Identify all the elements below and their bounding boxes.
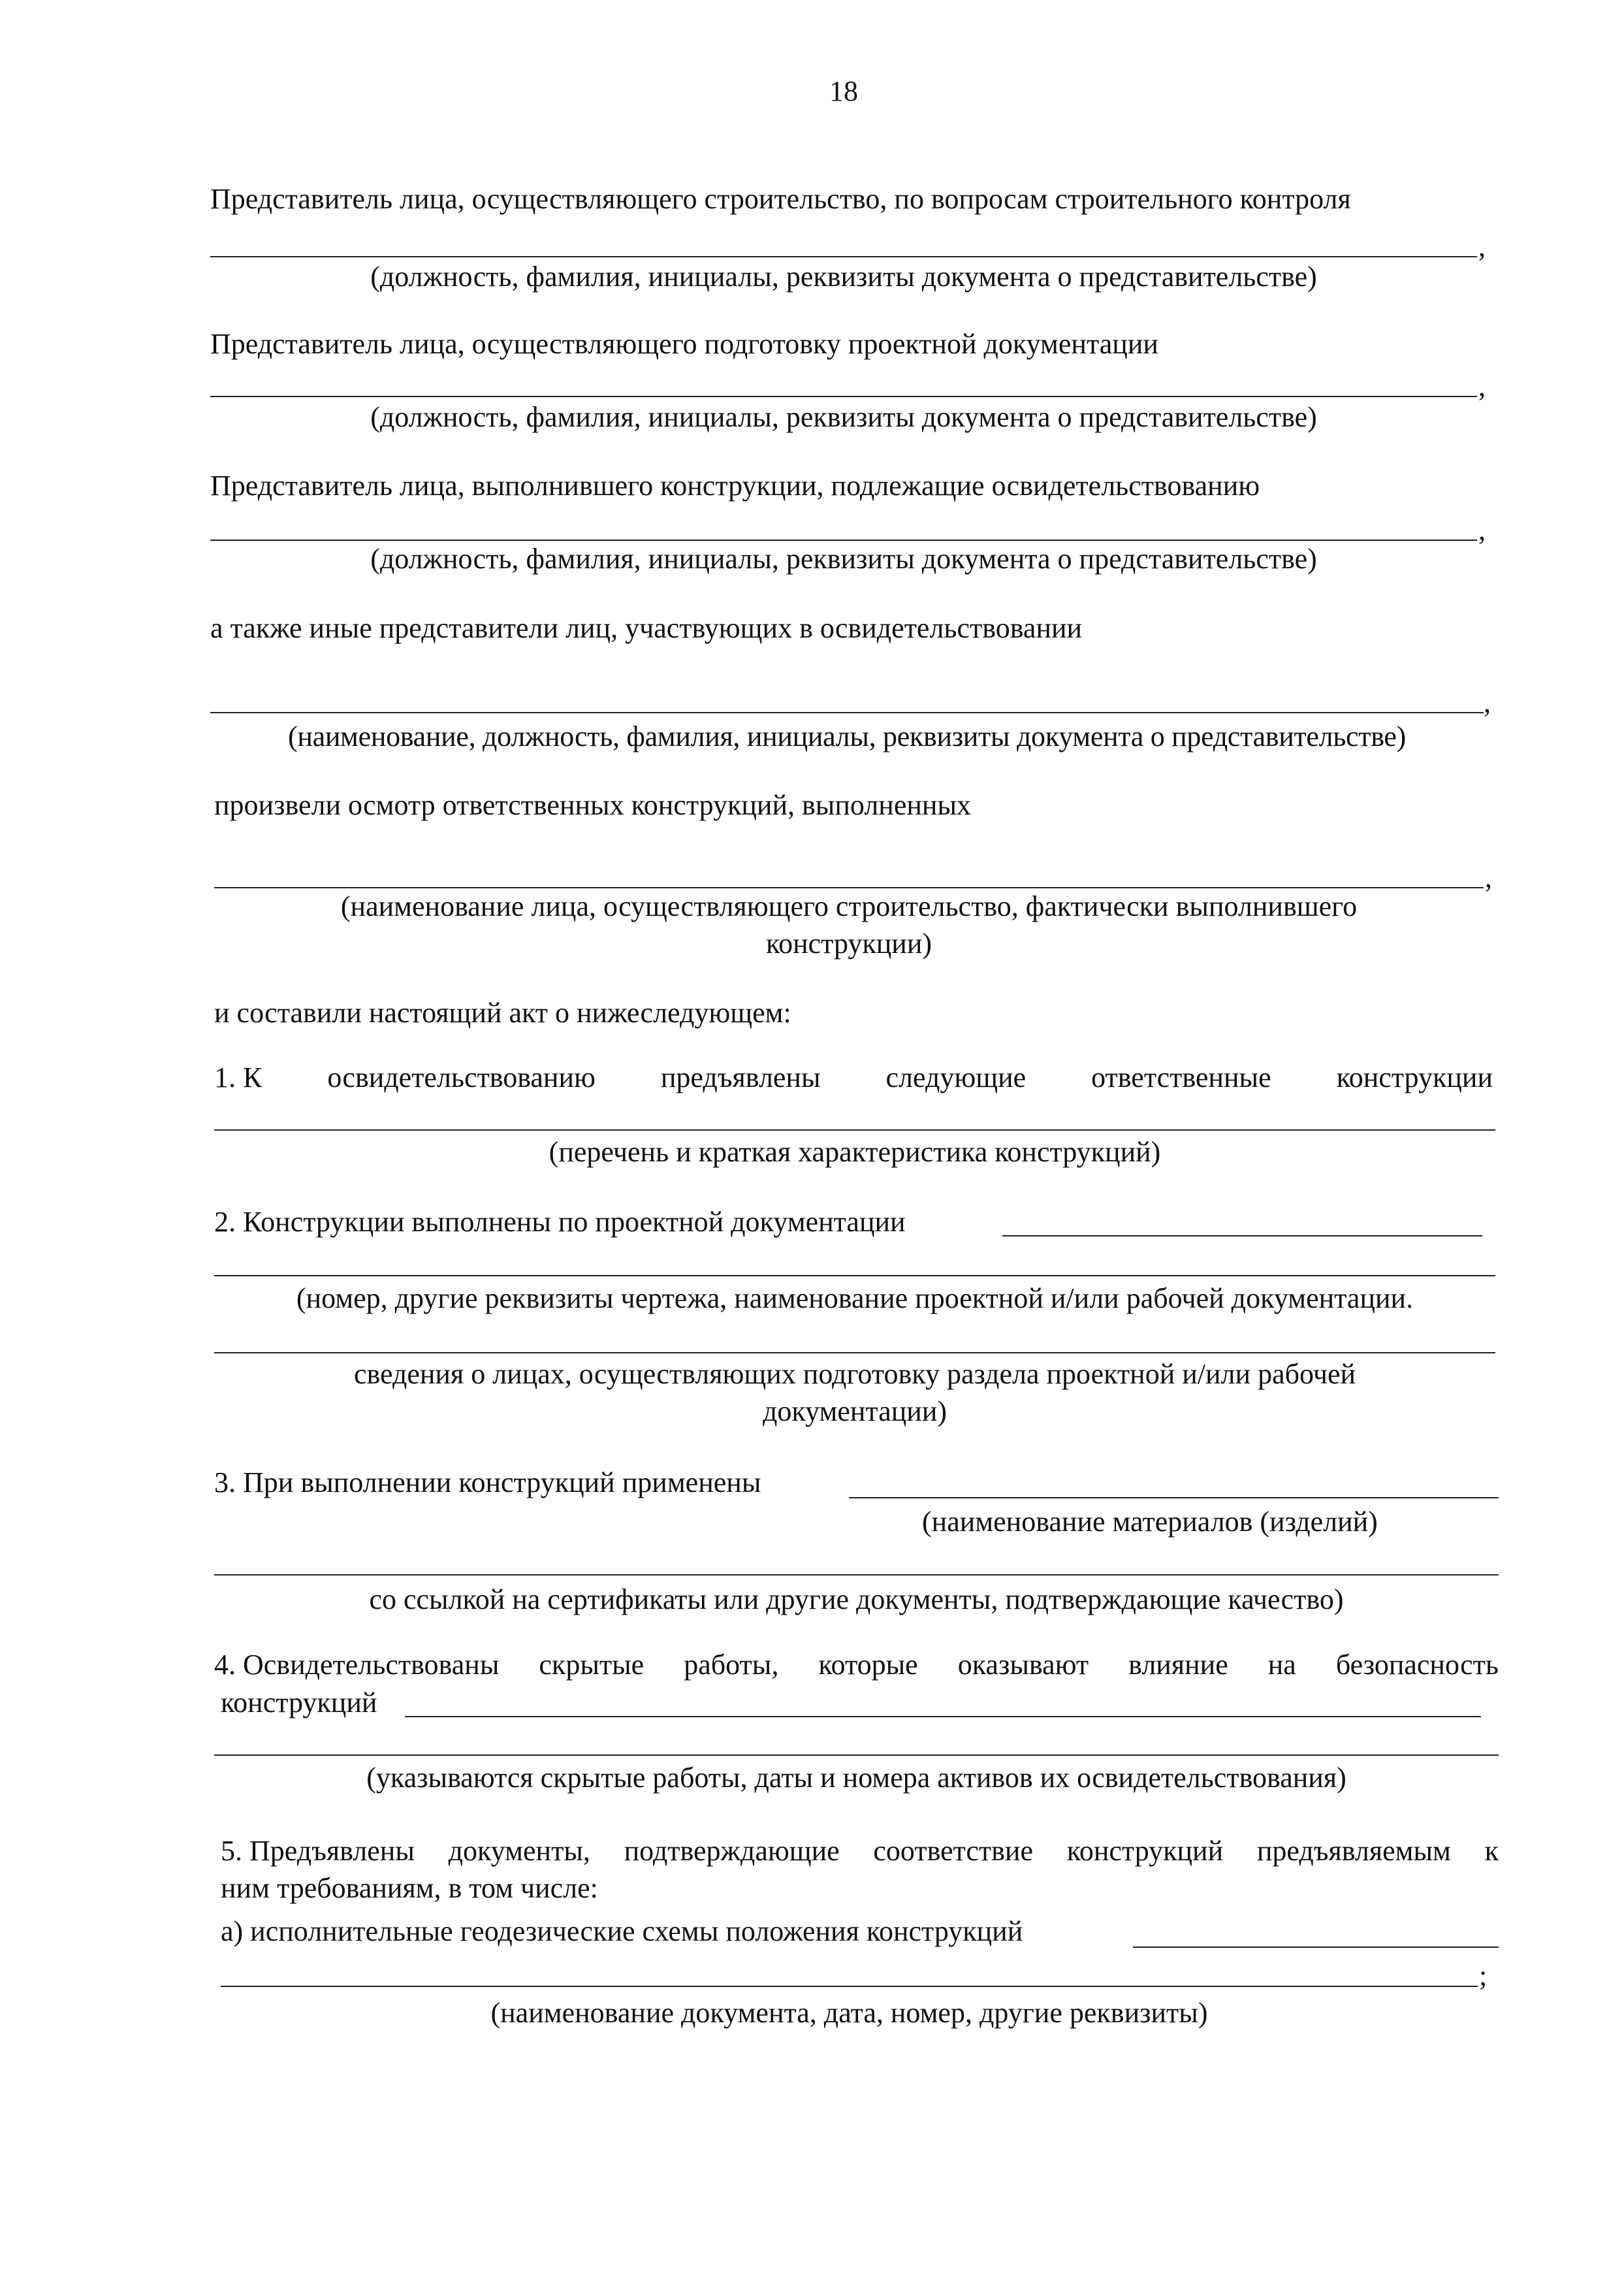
item4-word: скрытые bbox=[539, 1649, 645, 1681]
rep-others-comma: , bbox=[1484, 687, 1491, 719]
item4-word: безопасность bbox=[1335, 1649, 1499, 1681]
rep-builder-control-caption: (должность, фамилия, инициалы, реквизиты документа о представительстве) bbox=[370, 261, 1317, 293]
item2-label: 2. Конструкции выполнены по проектной документации bbox=[214, 1206, 906, 1238]
item5-caption: (наименование документа, дата, номер, другие реквизиты) bbox=[490, 1997, 1208, 2029]
item2-inline-line bbox=[1002, 1235, 1482, 1236]
rep-builder-control-label: Представитель лица, осуществляющего строительство, по вопросам строительного контроля bbox=[210, 183, 1351, 215]
item5-word: подтверждающие bbox=[624, 1835, 840, 1867]
item4-inline-line bbox=[405, 1716, 1481, 1717]
item4-text bbox=[214, 1651, 1499, 1679]
inspection-caption-line2: конструкции) bbox=[765, 928, 932, 960]
item4-line bbox=[214, 1754, 1499, 1756]
item2-line-2 bbox=[214, 1352, 1495, 1353]
item1-word: освидетельствованию bbox=[327, 1061, 596, 1093]
item4-line2-text: конструкций bbox=[221, 1687, 377, 1719]
item5-semicolon: ; bbox=[1479, 1960, 1488, 1992]
rep-builder-control-line bbox=[210, 256, 1477, 257]
item5-word: к bbox=[1484, 1835, 1499, 1867]
rep-executor-label: Представитель лица, выполнившего конструкции, подлежащие освидетельствованию bbox=[210, 470, 1260, 502]
item5-line bbox=[221, 1986, 1478, 1987]
inspection-label: произвели осмотр ответственных конструкций, выполненных bbox=[214, 789, 972, 821]
item5-word: соответствие bbox=[873, 1835, 1033, 1867]
item4-word: на bbox=[1267, 1649, 1296, 1681]
rep-builder-control-comma: , bbox=[1478, 231, 1486, 263]
item1-word: конструкции bbox=[1336, 1061, 1493, 1093]
item5-sub-a-inline-line bbox=[1133, 1947, 1499, 1948]
item5-word: 5. Предъявлены bbox=[221, 1835, 415, 1867]
item1-word: предъявлены bbox=[660, 1061, 821, 1093]
item3-caption2: со ссылкой на сертификаты или другие документы, подтверждающие качество) bbox=[369, 1583, 1344, 1615]
rep-design-comma: , bbox=[1478, 370, 1486, 402]
page-number: 18 bbox=[829, 75, 858, 107]
rep-others-label: а также иные представители лиц, участвующих в освидетельствовании bbox=[210, 612, 1083, 644]
rep-others-caption: (наименование, должность, фамилия, инициалы, реквизиты документа о представительстве) bbox=[287, 720, 1406, 752]
inspection-comma: , bbox=[1485, 862, 1492, 894]
item1-line bbox=[214, 1129, 1495, 1131]
item4-caption: (указываются скрытые работы, даты и номера активов их освидетельствования) bbox=[366, 1762, 1346, 1794]
rep-design-caption: (должность, фамилия, инициалы, реквизиты документа о представительстве) bbox=[370, 401, 1317, 433]
item1-word: 1. К bbox=[214, 1061, 263, 1093]
item4-word: влияние bbox=[1128, 1649, 1228, 1681]
rep-executor-caption: (должность, фамилия, инициалы, реквизиты документа о представительстве) bbox=[370, 543, 1317, 575]
inspection-caption-line1: (наименование лица, осуществляющего строительство, фактически выполнившего bbox=[340, 890, 1358, 922]
item5-word: предъявляемым bbox=[1256, 1835, 1451, 1867]
item3-line bbox=[214, 1574, 1499, 1575]
item3-caption1: (наименование материалов (изделий) bbox=[922, 1506, 1378, 1538]
item2-caption1: (номер, другие реквизиты чертежа, наименование проектной и/или рабочей документации. bbox=[296, 1282, 1414, 1314]
item4-word: работы, bbox=[684, 1649, 779, 1681]
rep-executor-comma: , bbox=[1478, 514, 1486, 546]
item5-word: документы, bbox=[448, 1835, 590, 1867]
item2-caption2-line1: сведения о лицах, осуществляющих подготовку раздела проектной и/или рабочей bbox=[353, 1358, 1356, 1390]
rep-design-line bbox=[210, 396, 1477, 397]
item4-word: оказывают bbox=[957, 1649, 1089, 1681]
inspection-line bbox=[214, 887, 1484, 888]
item1-word: ответственные bbox=[1091, 1061, 1271, 1093]
intro-text: и составили настоящий акт о нижеследующем: bbox=[214, 997, 791, 1029]
rep-others-line bbox=[210, 712, 1484, 713]
item2-caption2-line2: документации) bbox=[762, 1395, 947, 1427]
item3-label: 3. При выполнении конструкций применены bbox=[214, 1466, 761, 1498]
item4-word: 4. Освидетельствованы bbox=[214, 1649, 500, 1681]
item5-line2-text: ним требованиям, в том числе: bbox=[221, 1872, 598, 1904]
item5-text bbox=[221, 1837, 1499, 1866]
item4-word: которые bbox=[818, 1649, 918, 1681]
item1-word: следующие bbox=[885, 1061, 1027, 1093]
item2-line-1 bbox=[214, 1275, 1495, 1276]
item1-text bbox=[214, 1063, 1493, 1092]
item3-inline-line bbox=[849, 1497, 1499, 1498]
rep-design-label: Представитель лица, осуществляющего подготовку проектной документации bbox=[210, 328, 1158, 360]
item5-sub-a-text: а) исполнительные геодезические схемы положения конструкций bbox=[221, 1915, 1023, 1947]
item1-caption: (перечень и краткая характеристика конструкций) bbox=[549, 1136, 1161, 1168]
rep-executor-line bbox=[210, 540, 1477, 541]
item5-word: конструкций bbox=[1066, 1835, 1224, 1867]
